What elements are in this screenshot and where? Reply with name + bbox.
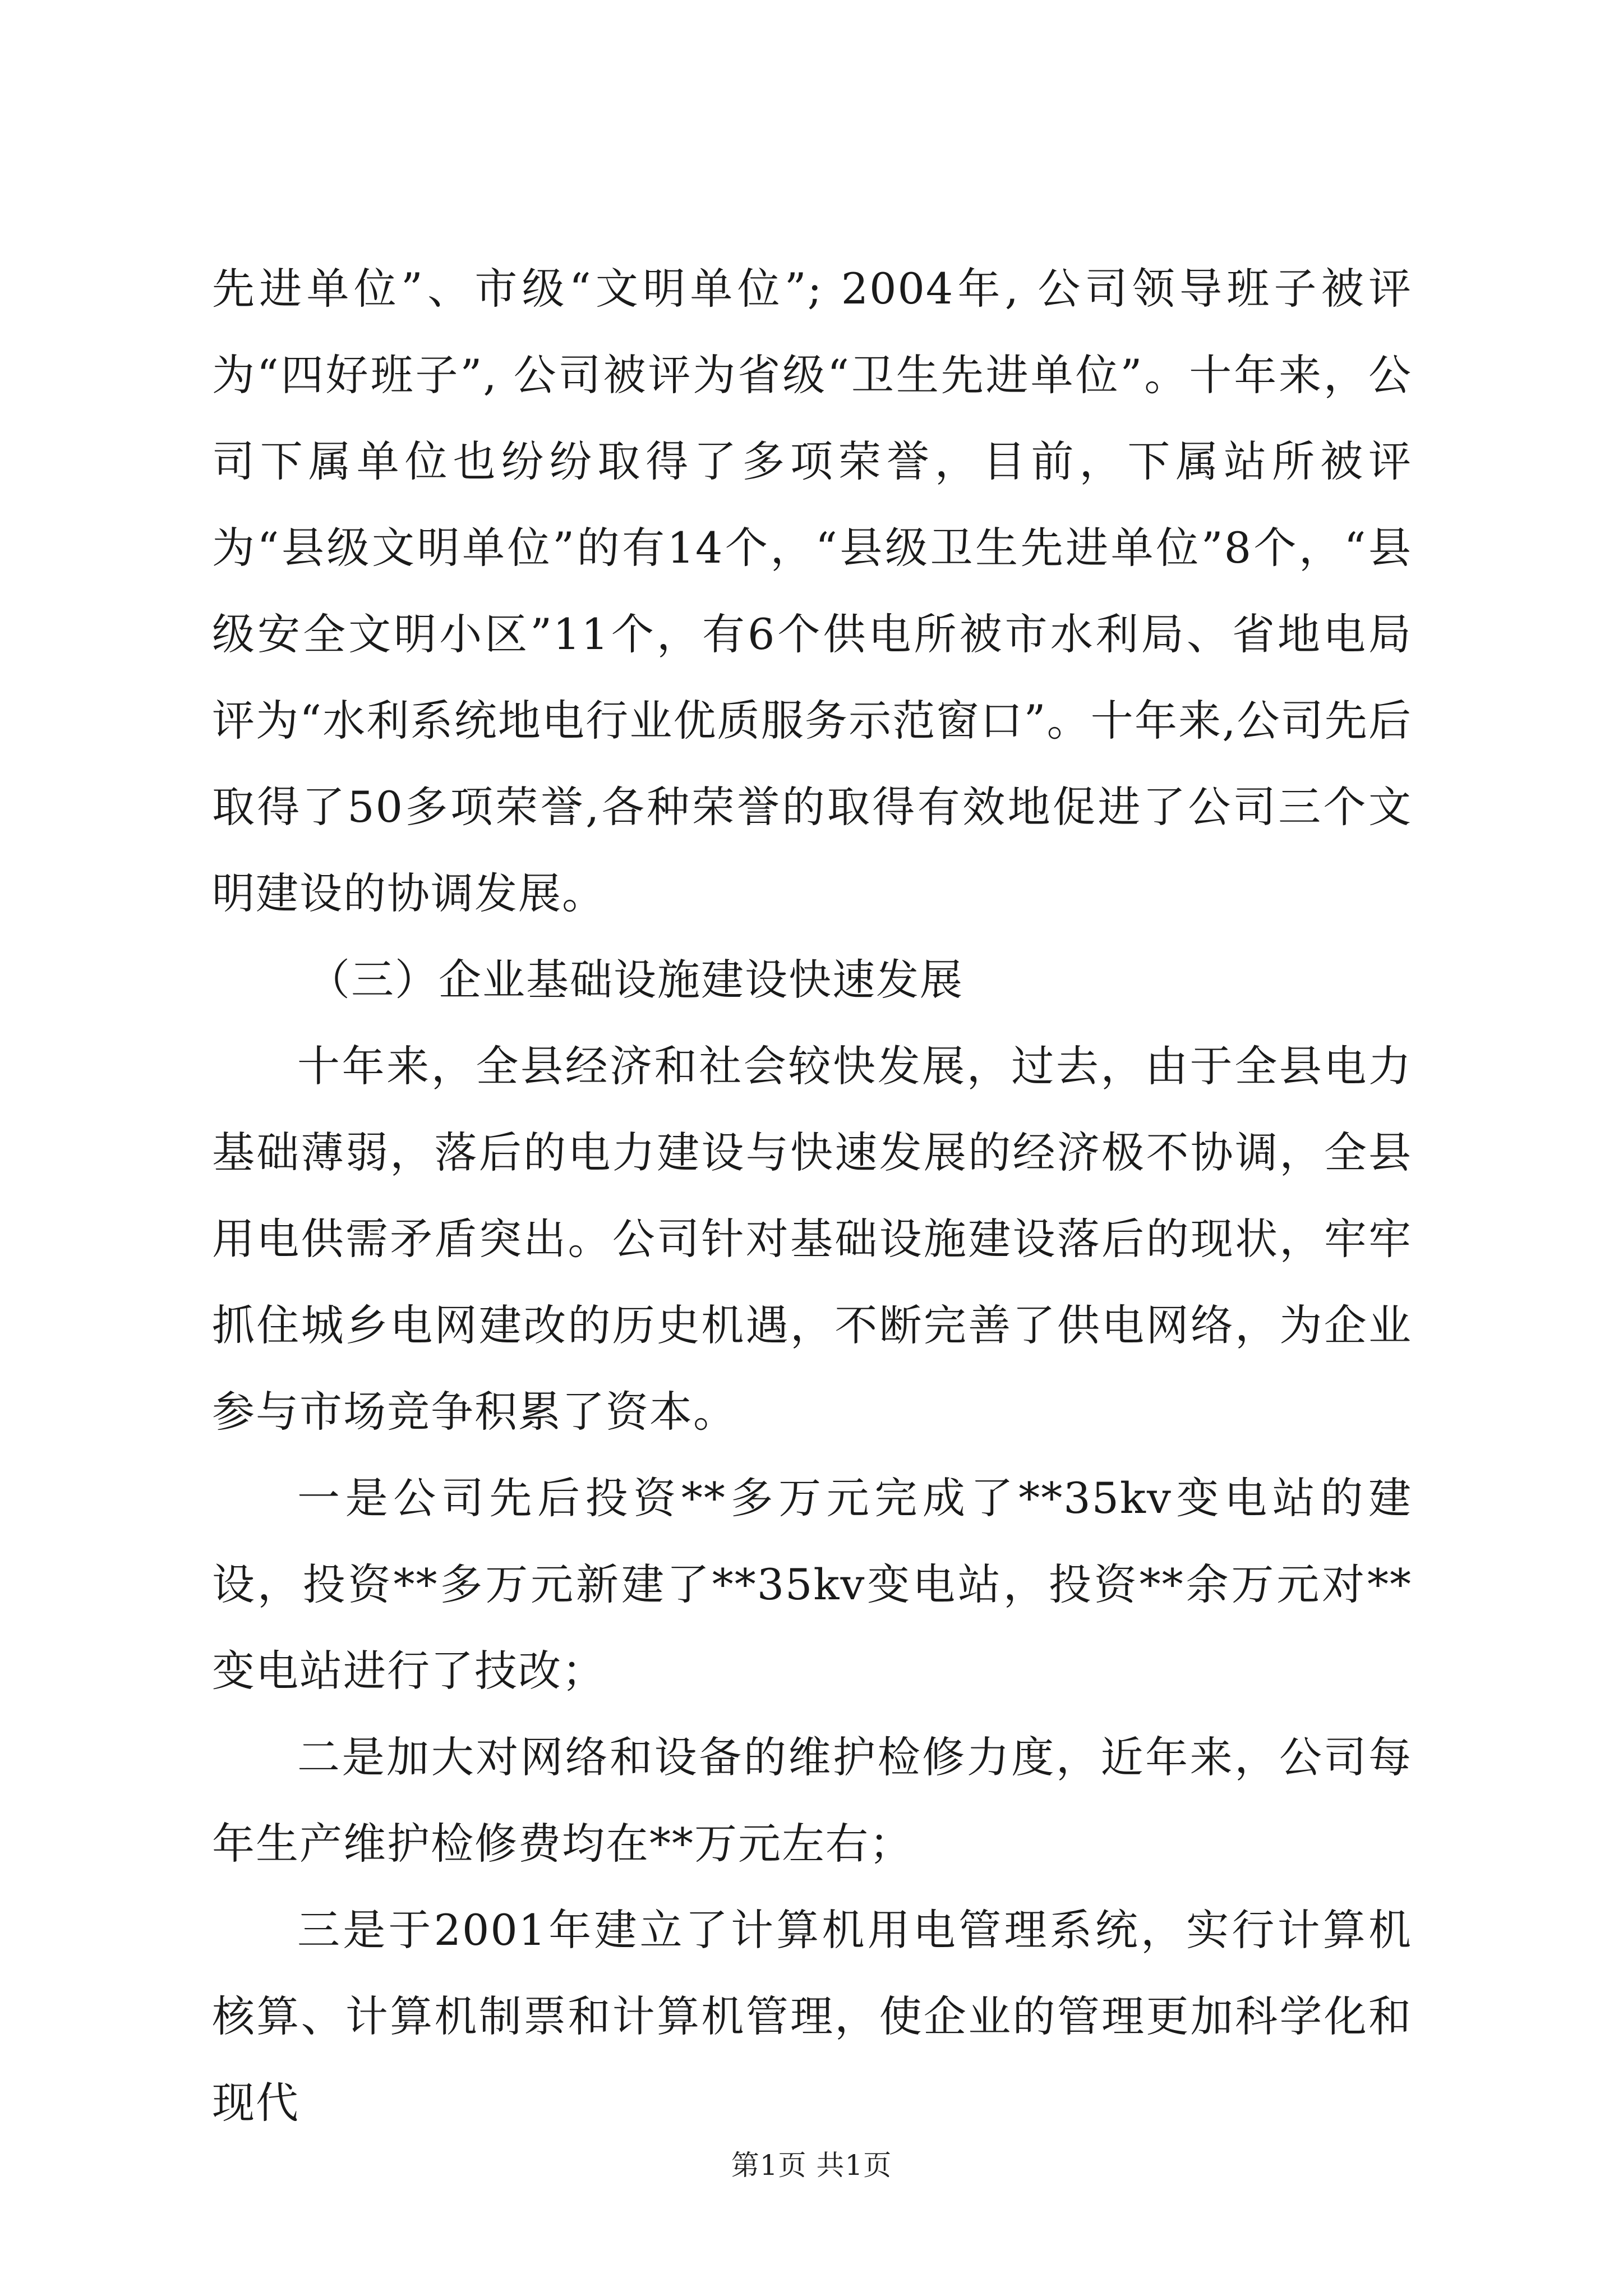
paragraph-point-three: 三是于2001年建立了计算机用电管理系统，实行计算机核算、计算机制票和计算机管理，使企业的管理更加科学化和现代 — [212, 1905, 1412, 2128]
paragraph-point-two: 二是加大对网络和设备的维护检修力度，近年来，公司每年生产维护检修费均在**万元左右； — [212, 1732, 1412, 1869]
paragraph-infrastructure-intro: 十年来，全县经济和社会较快发展，过去，由于全县电力基础薄弱，落后的电力建设与快速发展的经济极不协调，全县用电供需矛盾突出。公司针对基础设施建设落后的现状，牢牢抓住城乡电网建改的历史机遇，不断完善了供电网络，为企业参与市场竞争积累了资本。 — [212, 1041, 1412, 1437]
paragraph-honors: 先进单位”、市级“文明单位”; 2004年, 公司领导班子被评为“四好班子”, 公司被评为省级“卫生先进单位”。十年来，公司下属单位也纷纷取得了多项荣誉，目前，下属站所被评为“县级文明单位”的有14个，“县级卫生先进单位”8个，“县级安全文明小区”11个，有6个供电所被市水利局、省地电局评为“水利系统地电行业优质服务示范窗口”。十年来,公司先后取得了50多项荣誉,各种荣誉的取得有效地促进了公司三个文明建设的协调发展。 — [212, 264, 1412, 918]
section-heading-infrastructure: （三）企业基础设施建设快速发展 — [307, 955, 963, 1005]
paragraph-point-one: 一是公司先后投资**多万元完成了**35kv变电站的建设，投资**多万元新建了**35kv变电站，投资**余万元对**变电站进行了技改； — [212, 1473, 1412, 1696]
page-footer: 第1页 共1页 — [731, 2149, 892, 2182]
document-body — [212, 246, 1412, 2146]
